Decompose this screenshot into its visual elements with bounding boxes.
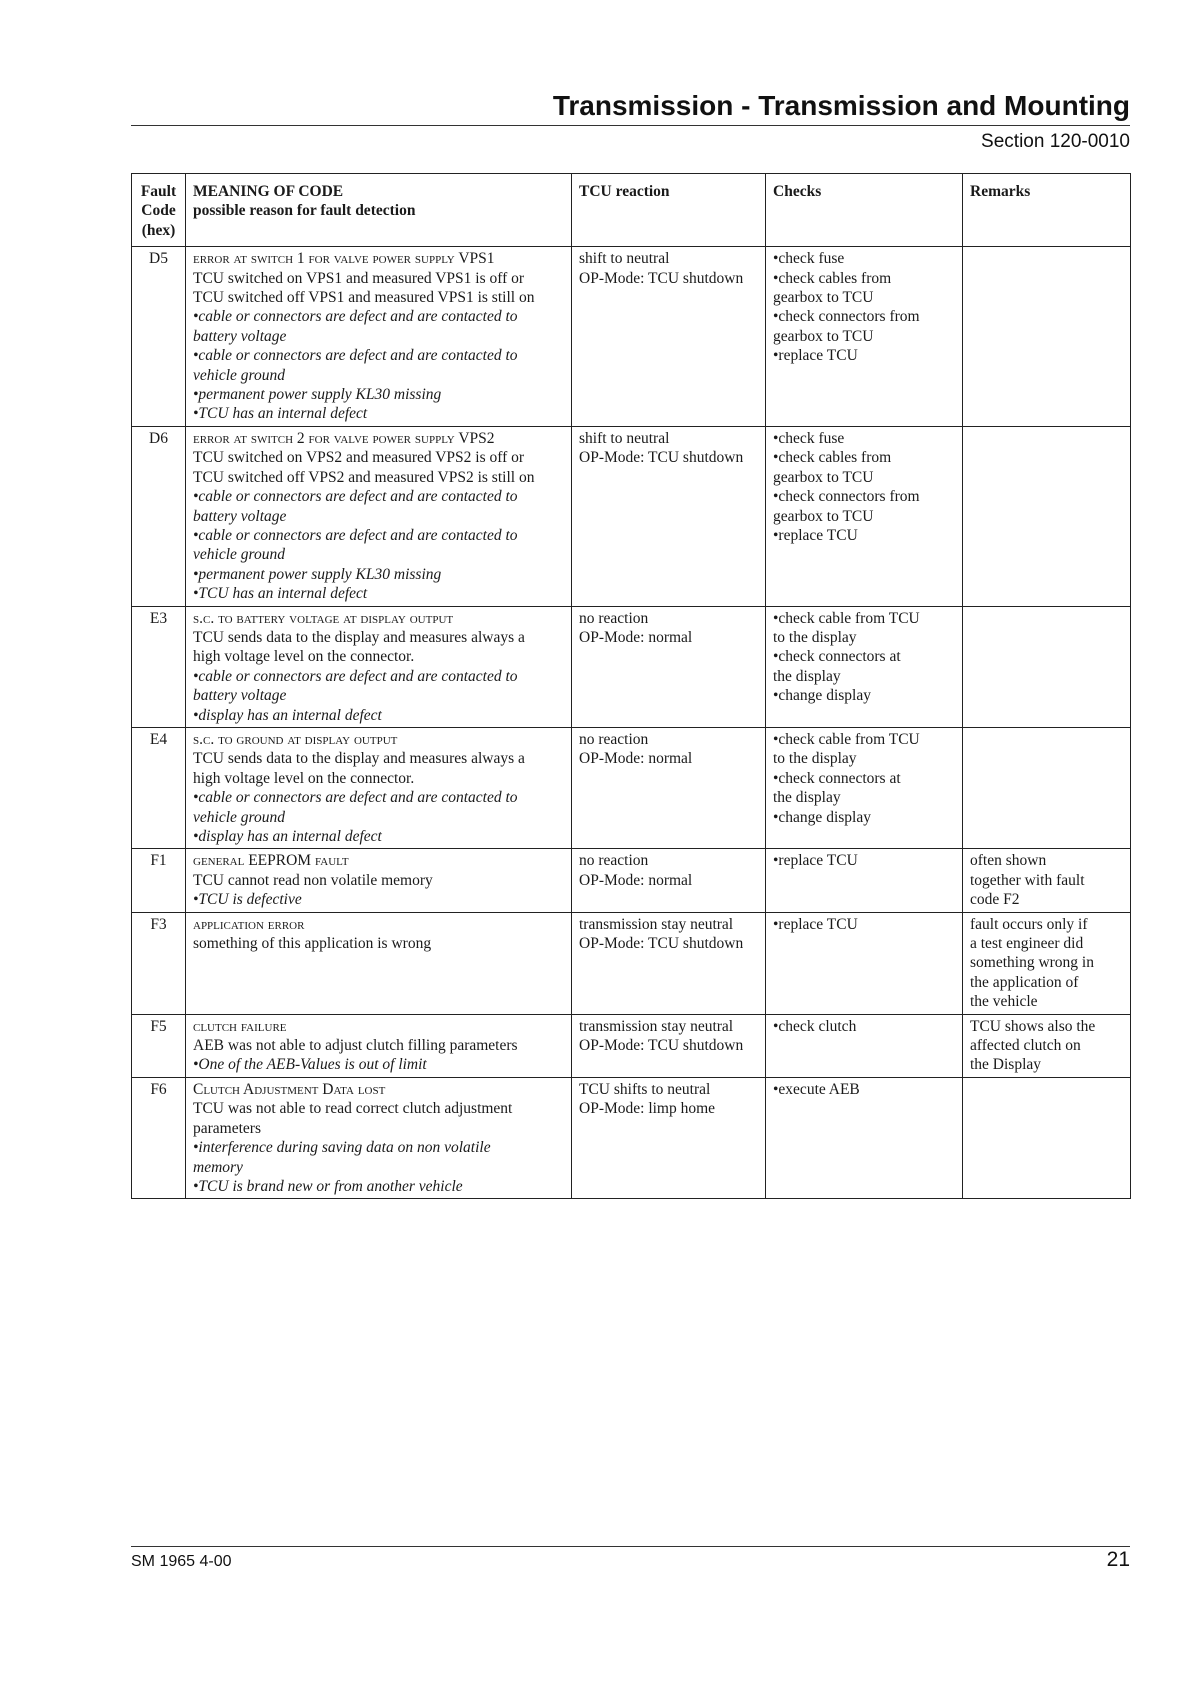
check-line: •check cable from TCU	[773, 730, 920, 748]
fault-cause-line: vehicle ground	[193, 546, 285, 564]
fault-cause-line: vehicle ground	[193, 808, 285, 826]
fault-cause-line: •cable or connectors are defect and are contacted to	[193, 526, 518, 544]
remarks-cell	[963, 1077, 1131, 1198]
fault-code-cell: F3	[132, 912, 186, 1014]
checks-cell	[766, 1077, 963, 1198]
meaning-cell	[186, 247, 572, 427]
check-line: •check connectors from	[773, 488, 920, 506]
check-line: •check fuse	[773, 429, 845, 447]
check-line: •execute AEB	[773, 1080, 860, 1098]
fault-description-line: TCU sends data to the display and measures always a	[193, 628, 525, 646]
remark-line: a test engineer did	[970, 935, 1084, 953]
check-line: gearbox to TCU	[773, 507, 874, 525]
check-line: •replace TCU	[773, 347, 858, 365]
remark-line: together with fault	[970, 871, 1085, 889]
remarks-cell	[963, 727, 1131, 848]
fault-cause-line: •TCU has an internal defect	[193, 585, 368, 603]
fault-title: error at switch 2 for valve power supply VPS2	[193, 429, 495, 447]
remarks-cell	[963, 426, 1131, 606]
checks-cell	[766, 727, 963, 848]
fault-cause-line: •TCU has an internal defect	[193, 405, 368, 423]
check-line: •check connectors at	[773, 648, 901, 666]
check-line: •check cables from	[773, 269, 892, 287]
fault-cause-line: battery voltage	[193, 327, 287, 345]
fault-description-line: high voltage level on the connector.	[193, 648, 415, 666]
remark-line: something wrong in	[970, 954, 1094, 972]
checks-cell	[766, 912, 963, 1014]
table-row	[132, 912, 1131, 1014]
checks-cell	[766, 426, 963, 606]
meaning-cell	[186, 912, 572, 1014]
fault-cause-line: •permanent power supply KL30 missing	[193, 565, 442, 583]
fault-cause-line: vehicle ground	[193, 366, 285, 384]
check-line: to the display	[773, 628, 857, 646]
remark-line: TCU shows also the	[970, 1017, 1096, 1035]
fault-cause-line: battery voltage	[193, 507, 287, 525]
fault-cause-line: •TCU is defective	[193, 891, 302, 909]
header-fault-code: Fault Code (hex)	[132, 174, 186, 247]
check-line: •replace TCU	[773, 852, 858, 870]
fault-cause-line: •cable or connectors are defect and are contacted to	[193, 308, 518, 326]
check-line: the display	[773, 667, 841, 685]
fault-description-line: something of this application is wrong	[193, 935, 432, 953]
tcu-reaction-line: OP-Mode: TCU shutdown	[579, 449, 744, 467]
tcu-reaction-line: shift to neutral	[579, 429, 670, 447]
check-line: •check connectors at	[773, 769, 901, 787]
tcu-reaction-line: transmission stay neutral	[579, 1017, 734, 1035]
table-row	[132, 1077, 1131, 1198]
fault-description-line: TCU switched on VPS1 and measured VPS1 is off or	[193, 269, 525, 287]
header-tcu-reaction: TCU reaction	[572, 174, 766, 247]
fault-description-line: TCU was not able to read correct clutch adjustment	[193, 1100, 513, 1118]
remark-line: the Display	[970, 1056, 1042, 1074]
fault-title: s.c. to ground at display output	[193, 730, 398, 748]
tcu-reaction-cell	[572, 606, 766, 727]
footer-rule	[131, 1546, 1130, 1547]
checks-cell	[766, 1014, 963, 1077]
fault-code-cell: D6	[132, 426, 186, 606]
checks-cell	[766, 247, 963, 427]
check-line: •replace TCU	[773, 526, 858, 544]
meaning-cell	[186, 849, 572, 912]
fault-description-line: parameters	[193, 1119, 261, 1137]
remark-line: the application of	[970, 973, 1079, 991]
fault-title: error at switch 1 for valve power supply VPS1	[193, 250, 495, 268]
tcu-reaction-line: OP-Mode: TCU shutdown	[579, 269, 744, 287]
page-title: Transmission - Transmission and Mounting	[552, 90, 1130, 121]
check-line: •check fuse	[773, 250, 845, 268]
tcu-reaction-cell	[572, 1014, 766, 1077]
meaning-cell	[186, 727, 572, 848]
table-row	[132, 247, 1131, 427]
fault-cause-line: •One of the AEB-Values is out of limit	[193, 1056, 427, 1074]
tcu-reaction-cell	[572, 1077, 766, 1198]
checks-cell	[766, 849, 963, 912]
check-line: the display	[773, 789, 841, 807]
fault-cause-line: •cable or connectors are defect and are contacted to	[193, 347, 518, 365]
table-header-row	[132, 174, 1131, 247]
tcu-reaction-line: shift to neutral	[579, 250, 670, 268]
tcu-reaction-line: TCU shifts to neutral	[579, 1080, 711, 1098]
page-number: 21	[1106, 1548, 1130, 1571]
remarks-cell	[963, 606, 1131, 727]
remark-line: the vehicle	[970, 993, 1038, 1011]
fault-description-line: TCU switched off VPS2 and measured VPS2 is still on	[193, 468, 535, 486]
fault-description-line: AEB was not able to adjust clutch filling parameters	[193, 1037, 518, 1055]
meaning-cell	[186, 1014, 572, 1077]
fault-code-cell: F6	[132, 1077, 186, 1198]
fault-cause-line: memory	[193, 1158, 243, 1176]
fault-description-line: TCU switched off VPS1 and measured VPS1 is still on	[193, 289, 535, 307]
table-row	[132, 849, 1131, 912]
tcu-reaction-line: OP-Mode: limp home	[579, 1100, 716, 1118]
check-line: gearbox to TCU	[773, 468, 874, 486]
tcu-reaction-line: no reaction	[579, 852, 649, 870]
section-number: Section 120-0010	[981, 131, 1130, 152]
check-line: to the display	[773, 750, 857, 768]
remark-line: code F2	[970, 891, 1020, 909]
fault-description-line: TCU cannot read non volatile memory	[193, 871, 433, 889]
remarks-cell	[963, 849, 1131, 912]
remark-line: often shown	[970, 852, 1047, 870]
check-line: •change display	[773, 808, 871, 826]
remarks-cell	[963, 1014, 1131, 1077]
fault-title: general EEPROM fault	[193, 852, 349, 870]
remarks-cell	[963, 912, 1131, 1014]
fault-code-cell: F1	[132, 849, 186, 912]
check-line: •change display	[773, 687, 871, 705]
header-rule	[131, 125, 1130, 126]
check-line: •check clutch	[773, 1017, 857, 1035]
fault-cause-line: •cable or connectors are defect and are contacted to	[193, 667, 518, 685]
check-line: gearbox to TCU	[773, 289, 874, 307]
remarks-cell	[963, 247, 1131, 427]
meaning-cell	[186, 1077, 572, 1198]
remark-line: fault occurs only if	[970, 915, 1088, 933]
tcu-reaction-cell	[572, 426, 766, 606]
tcu-reaction-line: OP-Mode: normal	[579, 750, 693, 768]
document-id: SM 1965 4-00	[131, 1553, 232, 1570]
checks-cell	[766, 606, 963, 727]
meaning-cell	[186, 426, 572, 606]
remark-line: affected clutch on	[970, 1037, 1081, 1055]
fault-title: clutch failure	[193, 1017, 287, 1035]
fault-description-line: high voltage level on the connector.	[193, 769, 415, 787]
fault-cause-line: •permanent power supply KL30 missing	[193, 386, 442, 404]
fault-title: s.c. to battery voltage at display output	[193, 609, 454, 627]
check-line: •check cables from	[773, 449, 892, 467]
fault-title: application error	[193, 915, 305, 933]
tcu-reaction-line: no reaction	[579, 730, 649, 748]
check-line: •check connectors from	[773, 308, 920, 326]
fault-code-table	[131, 173, 1131, 1199]
fault-code-cell: E3	[132, 606, 186, 727]
tcu-reaction-line: OP-Mode: TCU shutdown	[579, 935, 744, 953]
header-meaning: MEANING OF CODE possible reason for fault detection	[186, 174, 572, 247]
tcu-reaction-line: OP-Mode: normal	[579, 871, 693, 889]
fault-code-cell: E4	[132, 727, 186, 848]
fault-description-line: TCU sends data to the display and measures always a	[193, 750, 525, 768]
tcu-reaction-line: no reaction	[579, 609, 649, 627]
fault-cause-line: battery voltage	[193, 687, 287, 705]
fault-title: Clutch Adjustment Data lost	[193, 1080, 386, 1098]
tcu-reaction-cell	[572, 247, 766, 427]
fault-description-line: TCU switched on VPS2 and measured VPS2 is off or	[193, 449, 525, 467]
check-line: gearbox to TCU	[773, 327, 874, 345]
meaning-cell	[186, 606, 572, 727]
fault-code-cell: F5	[132, 1014, 186, 1077]
fault-code-cell: D5	[132, 247, 186, 427]
table-row	[132, 727, 1131, 848]
tcu-reaction-cell	[572, 727, 766, 848]
check-line: •replace TCU	[773, 915, 858, 933]
fault-cause-line: •display has an internal defect	[193, 828, 382, 845]
tcu-reaction-cell	[572, 849, 766, 912]
table-row	[132, 1014, 1131, 1077]
tcu-reaction-line: transmission stay neutral	[579, 915, 734, 933]
check-line: •check cable from TCU	[773, 609, 920, 627]
fault-cause-line: •TCU is brand new or from another vehicle	[193, 1177, 463, 1195]
fault-cause-line: •cable or connectors are defect and are contacted to	[193, 488, 518, 506]
fault-cause-line: •interference during saving data on non volatile	[193, 1139, 491, 1157]
fault-cause-line: •cable or connectors are defect and are contacted to	[193, 789, 518, 807]
tcu-reaction-line: OP-Mode: normal	[579, 628, 693, 646]
header-remarks: Remarks	[963, 174, 1131, 247]
fault-cause-line: •display has an internal defect	[193, 706, 382, 724]
header-checks: Checks	[766, 174, 963, 247]
tcu-reaction-line: OP-Mode: TCU shutdown	[579, 1037, 744, 1055]
tcu-reaction-cell	[572, 912, 766, 1014]
table-row	[132, 606, 1131, 727]
table-row	[132, 426, 1131, 606]
